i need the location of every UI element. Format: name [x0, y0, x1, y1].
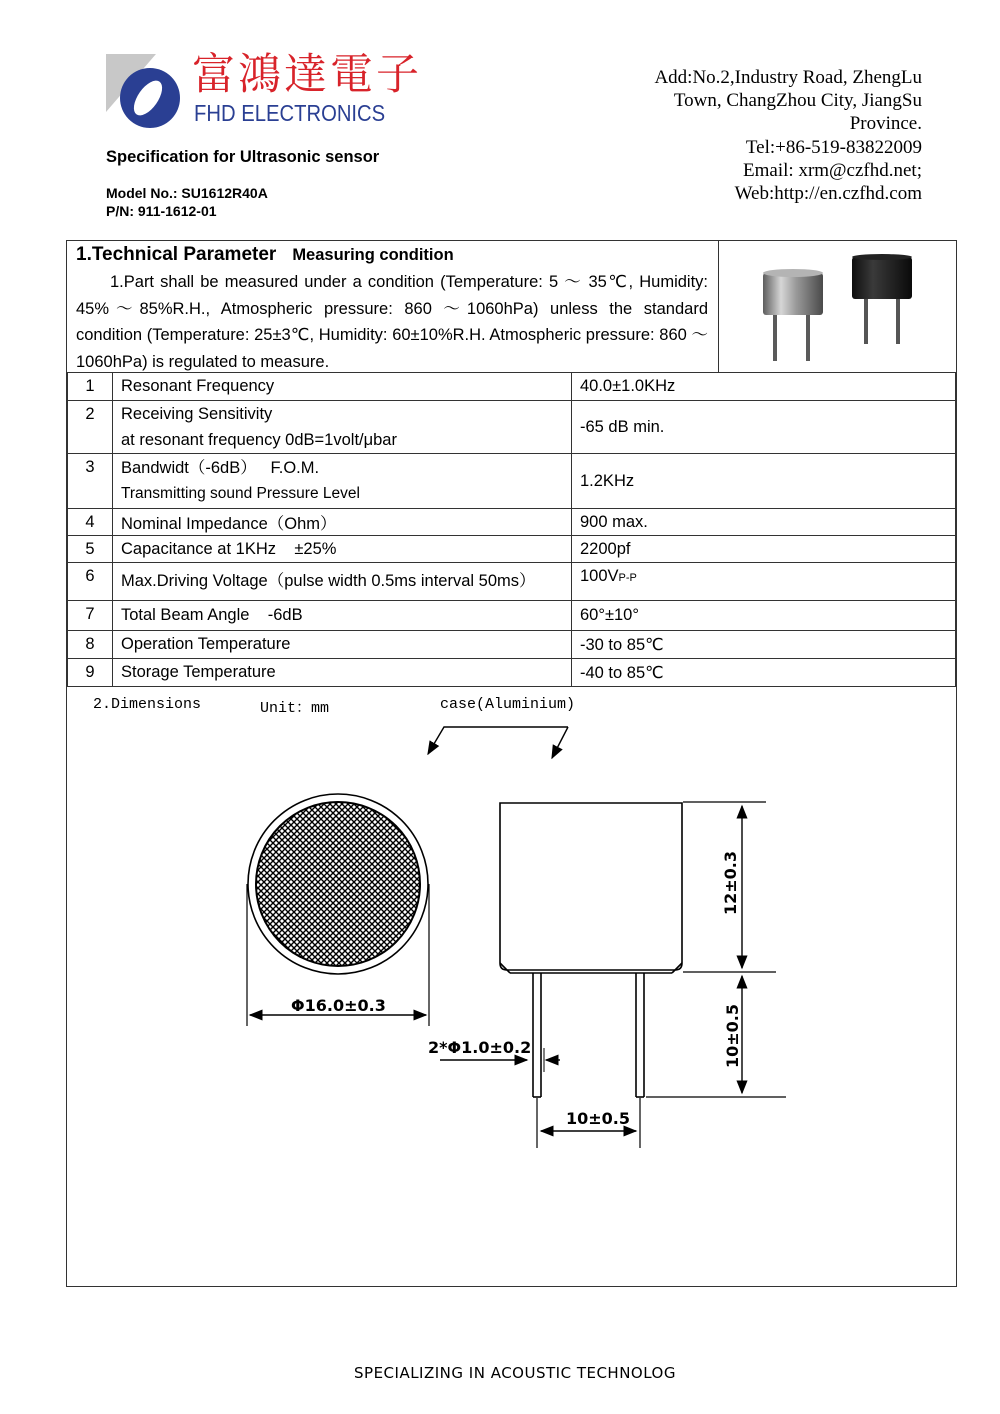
parameter-value: -40 to 85℃ [572, 659, 956, 687]
diameter-label: Φ16.0±0.3 [291, 996, 386, 1015]
parameter-value: 2200pf [572, 536, 956, 563]
pin-length-label: 10±0.5 [723, 1003, 742, 1068]
parameter-value: -30 to 85℃ [572, 631, 956, 659]
parameter-value-subscript: P-P [618, 572, 637, 584]
section1-heading [76, 244, 454, 266]
company-name-chinese: 富鴻達電子 [192, 50, 422, 100]
parameter-name: Max.Driving Voltage（pulse width 0.5ms interval 50ms） [113, 563, 572, 601]
company-name-english: FHD ELECTRONICS [194, 100, 386, 126]
section1-subtitle: Measuring condition [292, 246, 454, 264]
email: Email: xrm@czfhd.net; [743, 159, 922, 181]
parameter-name: Capacitance at 1KHz ±25% [113, 536, 572, 563]
product-photo [718, 241, 956, 372]
parameter-name: Receiving Sensitivity [121, 405, 273, 423]
measuring-condition-text: 1.Part shall be measured under a condition (Temperature: 5 ～ 35℃, Humidity: 45%～85%R.H., Atmospheric pressure: 860 ～1060hPa) unless the standard condition (Temperature: 25±3℃, Humidity: 60±10%R.H. Atmospheric pressure: 860 ～1060hPa) is regulated to measure. [76, 273, 708, 371]
part-number: P/N: 911-1612-01 [106, 203, 217, 219]
row-number: 9 [68, 659, 113, 687]
parameter-name: Nominal Impedance（Ohm） [113, 509, 572, 536]
parameter-name: Storage Temperature [113, 659, 572, 687]
dimensions-unit: Unit：mm [260, 700, 330, 717]
parameter-value-cell [572, 563, 956, 601]
parameter-name-detail: Transmitting sound Pressure Level [121, 485, 360, 502]
parameter-name-detail: at resonant frequency 0dB=1volt/μbar [121, 431, 397, 449]
row-number: 3 [68, 454, 113, 509]
dimension-drawing [200, 720, 820, 1160]
row-number: 7 [68, 601, 113, 631]
parameter-value: 1.2KHz [572, 454, 956, 509]
row-number: 5 [68, 536, 113, 563]
website: Web:http://en.czfhd.com [734, 183, 922, 205]
address-line-2: Town, ChangZhou City, JiangSu [673, 90, 922, 112]
black-sensor-image [852, 254, 912, 344]
front-view-circle [247, 794, 429, 1026]
technical-parameter-section [67, 241, 718, 372]
dimensions-heading: 2.Dimensions [93, 696, 202, 713]
row-number: 2 [68, 401, 113, 454]
row-number: 6 [68, 563, 113, 601]
parameter-value: 100V [580, 567, 619, 585]
case-leader-lines [428, 727, 568, 758]
parameter-name-cell [113, 401, 572, 454]
row-number: 8 [68, 631, 113, 659]
company-contact-block [602, 66, 922, 205]
parameter-name: Operation Temperature [113, 631, 572, 659]
pin-spacing-label: 10±0.5 [566, 1109, 631, 1128]
parameter-value: 40.0±1.0KHz [572, 373, 956, 401]
table-row [68, 631, 956, 659]
table-row [68, 659, 956, 687]
footer-slogan: SPECIALIZING IN ACOUSTIC TECHNOLOG [354, 1364, 676, 1382]
parameter-name: Total Beam Angle -6dB [113, 601, 572, 631]
silver-sensor-image [763, 269, 823, 361]
table-row [68, 601, 956, 631]
table-row [68, 373, 956, 401]
address-line-1: Add:No.2,Industry Road, ZhengLu [654, 67, 922, 88]
parameter-name-cell [113, 454, 572, 509]
telephone: Tel:+86-519-83822009 [745, 136, 922, 158]
table-row [68, 454, 956, 509]
document-title: Specification for Ultrasonic sensor [106, 148, 380, 166]
parameter-name: Resonant Frequency [113, 373, 572, 401]
table-row [68, 401, 956, 454]
parameter-name: Bandwidt（-6dB） F.O.M. [121, 459, 320, 477]
address-line-3: Province. [849, 113, 922, 135]
parameter-value: -65 dB min. [572, 401, 956, 454]
table-row [68, 563, 956, 601]
company-logo [104, 52, 184, 130]
parameter-value: 60°±10° [572, 601, 956, 631]
model-number: Model No.: SU1612R40A [106, 185, 268, 201]
table-row [68, 509, 956, 536]
row-number: 1 [68, 373, 113, 401]
height-label: 12±0.3 [721, 850, 740, 915]
row-number: 4 [68, 509, 113, 536]
table-row [68, 536, 956, 563]
parameter-value: 900 max. [572, 509, 956, 536]
pin-diameter-label: 2*Φ1.0±0.2 [428, 1038, 532, 1057]
parameter-table [67, 372, 956, 687]
case-material-label: case(Aluminium) [440, 696, 576, 713]
section1-title: 1.Technical Parameter [76, 244, 277, 265]
height-dimension [646, 802, 786, 1097]
